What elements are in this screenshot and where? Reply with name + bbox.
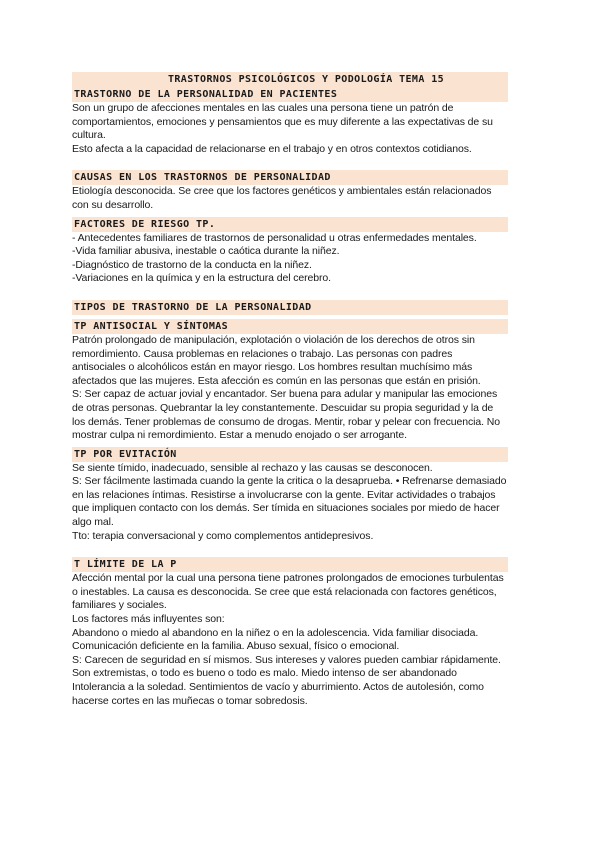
paragraph: Etiología desconocida. Se cree que los factores genéticos y ambientales están relacionados con su desarrollo.	[72, 185, 492, 211]
paragraph: Abandono o miedo al abandono en la niñez o en la adolescencia. Vida familiar disociada. Comunicación deficiente en la familia. Abuso sexual, físico o emocional.	[72, 626, 479, 653]
paragraph: S: Carecen de seguridad en sí mismos. Sus intereses y valores pueden cambiar rápidamente. Son extremistas, o todo es bueno o todo es malo. Miedo intenso de ser abandonado Intolerancia a la soledad. Sentimientos de vacío y aburrimiento. Actos de autolesión, como hacerse cortes en las muñecas o tomar sobredosis.	[72, 653, 501, 707]
section-heading-causas: CAUSAS EN LOS TRASTORNOS DE PERSONALIDAD	[72, 170, 508, 185]
section-heading-limite: T LÍMITE DE LA P	[72, 557, 508, 572]
list-item: - Antecedentes familiares de trastornos de personalidad u otras enfermedades mentales.	[72, 231, 477, 244]
paragraph: Patrón prolongado de manipulación, explotación o violación de los derechos de otros sin remordimiento. Causa problemas en relaciones o trabajo. Las personas con padres antisociales o alcohólicos están en mayor riesgo. Los hombres resultan muchísimo más afectados que las mujeres. Esta afección es común en las personas que están en prisión.	[72, 333, 481, 387]
list-item: -Vida familiar abusiva, inestable o caótica durante la niñez.	[72, 245, 340, 258]
section-heading-trastorno: TRASTORNO DE LA PERSONALIDAD EN PACIENTES	[72, 87, 508, 102]
paragraph: Esto afecta a la capacidad de relacionarse en el trabajo y en otros contextos cotidianos.	[72, 142, 472, 155]
paragraph: S: Ser fácilmente lastimada cuando la gente la critica o la desaprueba. • Refrenarse demasiado en las relaciones íntimas. Resistirse a involucrarse con la gente. Evitar actividades o trabajos que impliquen contacto con los demás. Ser tímida en situaciones sociales por miedo de hacer algo mal.	[72, 475, 507, 529]
document-body	[72, 72, 508, 708]
section-heading-antisocial: TP ANTISOCIAL Y SÍNTOMAS	[72, 319, 508, 334]
paragraph: Se siente tímido, inadecuado, sensible al rechazo y las causas se desconocen.	[72, 461, 433, 474]
paragraph: Afección mental por la cual una persona tiene patrones prolongados de emociones turbulentas o inestables. La causa es desconocida. Se cree que está relacionada con factores genéticos, familiares y sociales.	[72, 572, 504, 612]
paragraph: Tto: terapia conversacional y como complementos antidepresivos.	[72, 529, 374, 542]
section-heading-tipos: TIPOS DE TRASTORNO DE LA PERSONALIDAD	[72, 300, 508, 315]
paragraph: Los factores más influyentes son:	[72, 613, 225, 626]
paragraph: S: Ser capaz de actuar jovial y encantador. Ser buena para adular y manipular las emociones de otras personas. Quebrantar la ley constantemente. Descuidar su propia seguridad y la de los demás. Tener problemas de consumo de drogas. Mentir, robar y pelear con frecuencia. No mostrar culpa ni remordimiento. Estar a menudo enojado o ser arrogante.	[72, 388, 500, 442]
section-heading-evitacion: TP POR EVITACIÓN	[72, 447, 508, 462]
section-heading-factores: FACTORES DE RIESGO TP.	[72, 217, 508, 232]
paragraph: Son un grupo de afecciones mentales en las cuales una persona tiene un patrón de comportamientos, emociones y pensamientos que es muy diferente a las expectativas de su cultura.	[72, 102, 493, 142]
list-item: -Diagnóstico de trastorno de la conducta en la niñez.	[72, 258, 312, 271]
list-item: -Variaciones en la química y en la estructura del cerebro.	[72, 272, 331, 285]
document-title: TRASTORNOS PSICOLÓGICOS Y PODOLOGÍA TEMA 15	[72, 72, 508, 87]
